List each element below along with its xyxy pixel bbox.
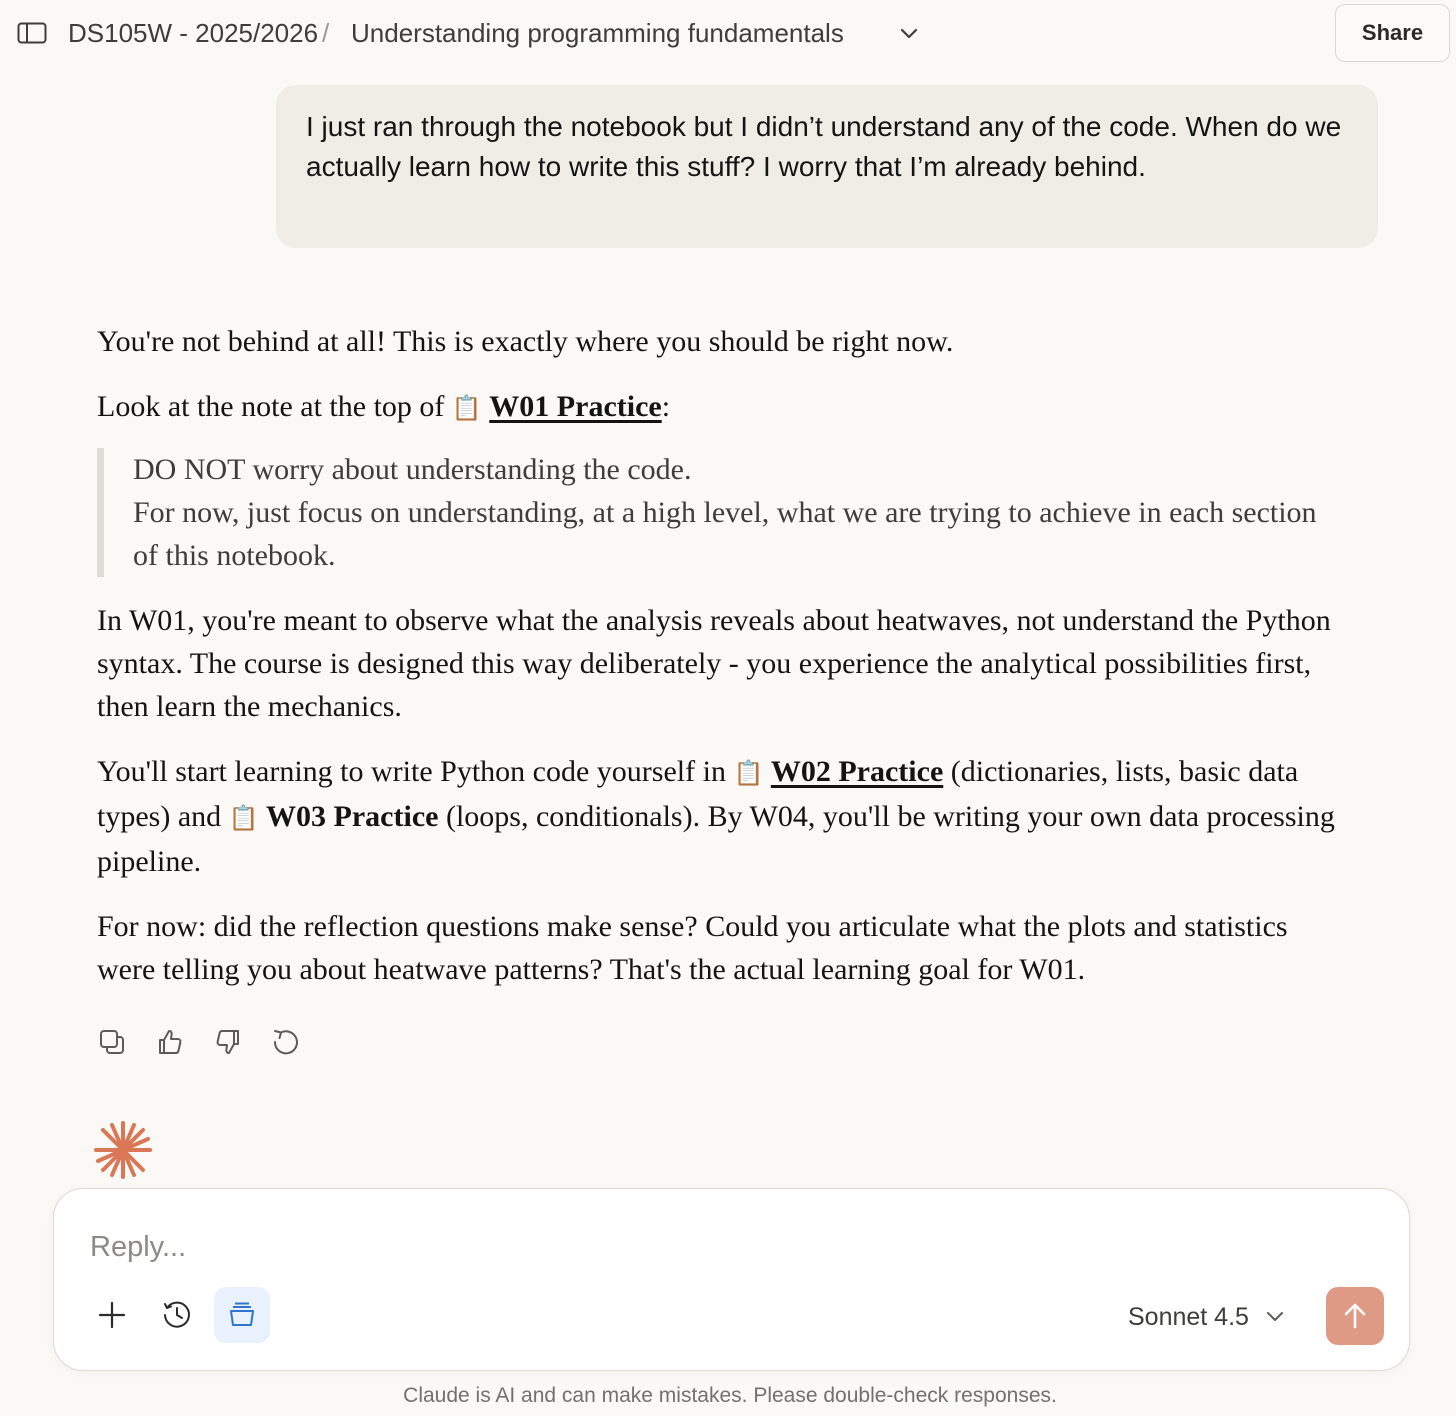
header xyxy=(0,0,1456,68)
response-text: In W01, you're meant to observe what the analysis reveals about heatwaves, not understand the Python syntax. The course is designed this way deliberately - you experience the analytical possibilities first, then learn the mechanics. xyxy=(97,604,1331,723)
add-attachment-button[interactable] xyxy=(84,1287,140,1343)
response-paragraph xyxy=(97,750,1337,883)
quote-line: DO NOT worry about understanding the code. xyxy=(133,453,692,486)
message-actions xyxy=(94,1024,304,1060)
w02-practice-link[interactable]: W02 Practice xyxy=(770,755,944,788)
user-message-bubble xyxy=(276,85,1378,248)
model-selector[interactable] xyxy=(1128,1299,1285,1335)
reply-input[interactable] xyxy=(90,1225,1290,1269)
response-text: (dictionaries, lists, basic data types) and xyxy=(97,755,1299,833)
history-icon[interactable] xyxy=(149,1287,205,1343)
chevron-down-icon[interactable] xyxy=(896,22,922,46)
conversation-title[interactable]: Understanding programming fundamentals xyxy=(351,18,844,48)
project-knowledge-button[interactable] xyxy=(214,1287,270,1343)
response-paragraph xyxy=(97,320,1337,363)
breadcrumb-separator: / xyxy=(322,18,330,48)
arrow-up-icon xyxy=(1342,1302,1368,1330)
copy-icon[interactable] xyxy=(94,1024,130,1060)
w01-practice-link[interactable]: W01 Practice xyxy=(489,390,662,423)
send-button[interactable] xyxy=(1326,1287,1384,1345)
response-paragraph xyxy=(97,599,1337,728)
clipboard-icon: 📋 xyxy=(228,804,259,832)
response-text: For now: did the reflection questions make sense? Could you articulate what the plots and statistics were telling you about heatwave patterns? That's the actual learning goal for W01. xyxy=(97,910,1288,986)
w03-practice-label: W03 Practice xyxy=(266,800,439,833)
response-paragraph xyxy=(97,905,1337,991)
thumbs-down-icon[interactable] xyxy=(210,1024,246,1060)
chevron-down-icon xyxy=(1265,1310,1285,1324)
response-text: You'll start learning to write Python code yourself in xyxy=(97,755,734,788)
sidebar-toggle-icon[interactable] xyxy=(16,20,48,46)
breadcrumb-project[interactable]: DS105W - 2025/2026 xyxy=(68,18,319,48)
model-name: Sonnet 4.5 xyxy=(1128,1302,1249,1331)
composer xyxy=(53,1188,1410,1371)
share-button[interactable]: Share xyxy=(1335,4,1450,62)
thumbs-up-icon[interactable] xyxy=(152,1024,188,1060)
assistant-response xyxy=(97,320,1337,1013)
clipboard-icon: 📋 xyxy=(733,759,764,787)
response-text: Look at the note at the top of xyxy=(97,390,452,423)
claude-logo-icon xyxy=(93,1120,153,1180)
response-text: (loops, conditionals). By W04, you'll be writing your own data processing pipeline. xyxy=(97,800,1335,878)
quote-line: For now, just focus on understanding, at a high level, what we are trying to achieve in each section of this notebook. xyxy=(133,496,1317,572)
response-paragraph xyxy=(97,385,1337,430)
response-text: : xyxy=(661,390,671,423)
response-text: You're not behind at all! This is exactly where you should be right now. xyxy=(97,325,954,358)
clipboard-icon: 📋 xyxy=(451,394,482,422)
retry-icon[interactable] xyxy=(268,1024,304,1060)
user-message-text: I just ran through the notebook but I didn’t understand any of the code. When do we actually learn how to write this stuff? I worry that I’m already behind. xyxy=(306,111,1342,182)
disclaimer: Claude is AI and can make mistakes. Please double-check responses. xyxy=(403,1384,1057,1407)
blockquote xyxy=(97,448,1337,577)
